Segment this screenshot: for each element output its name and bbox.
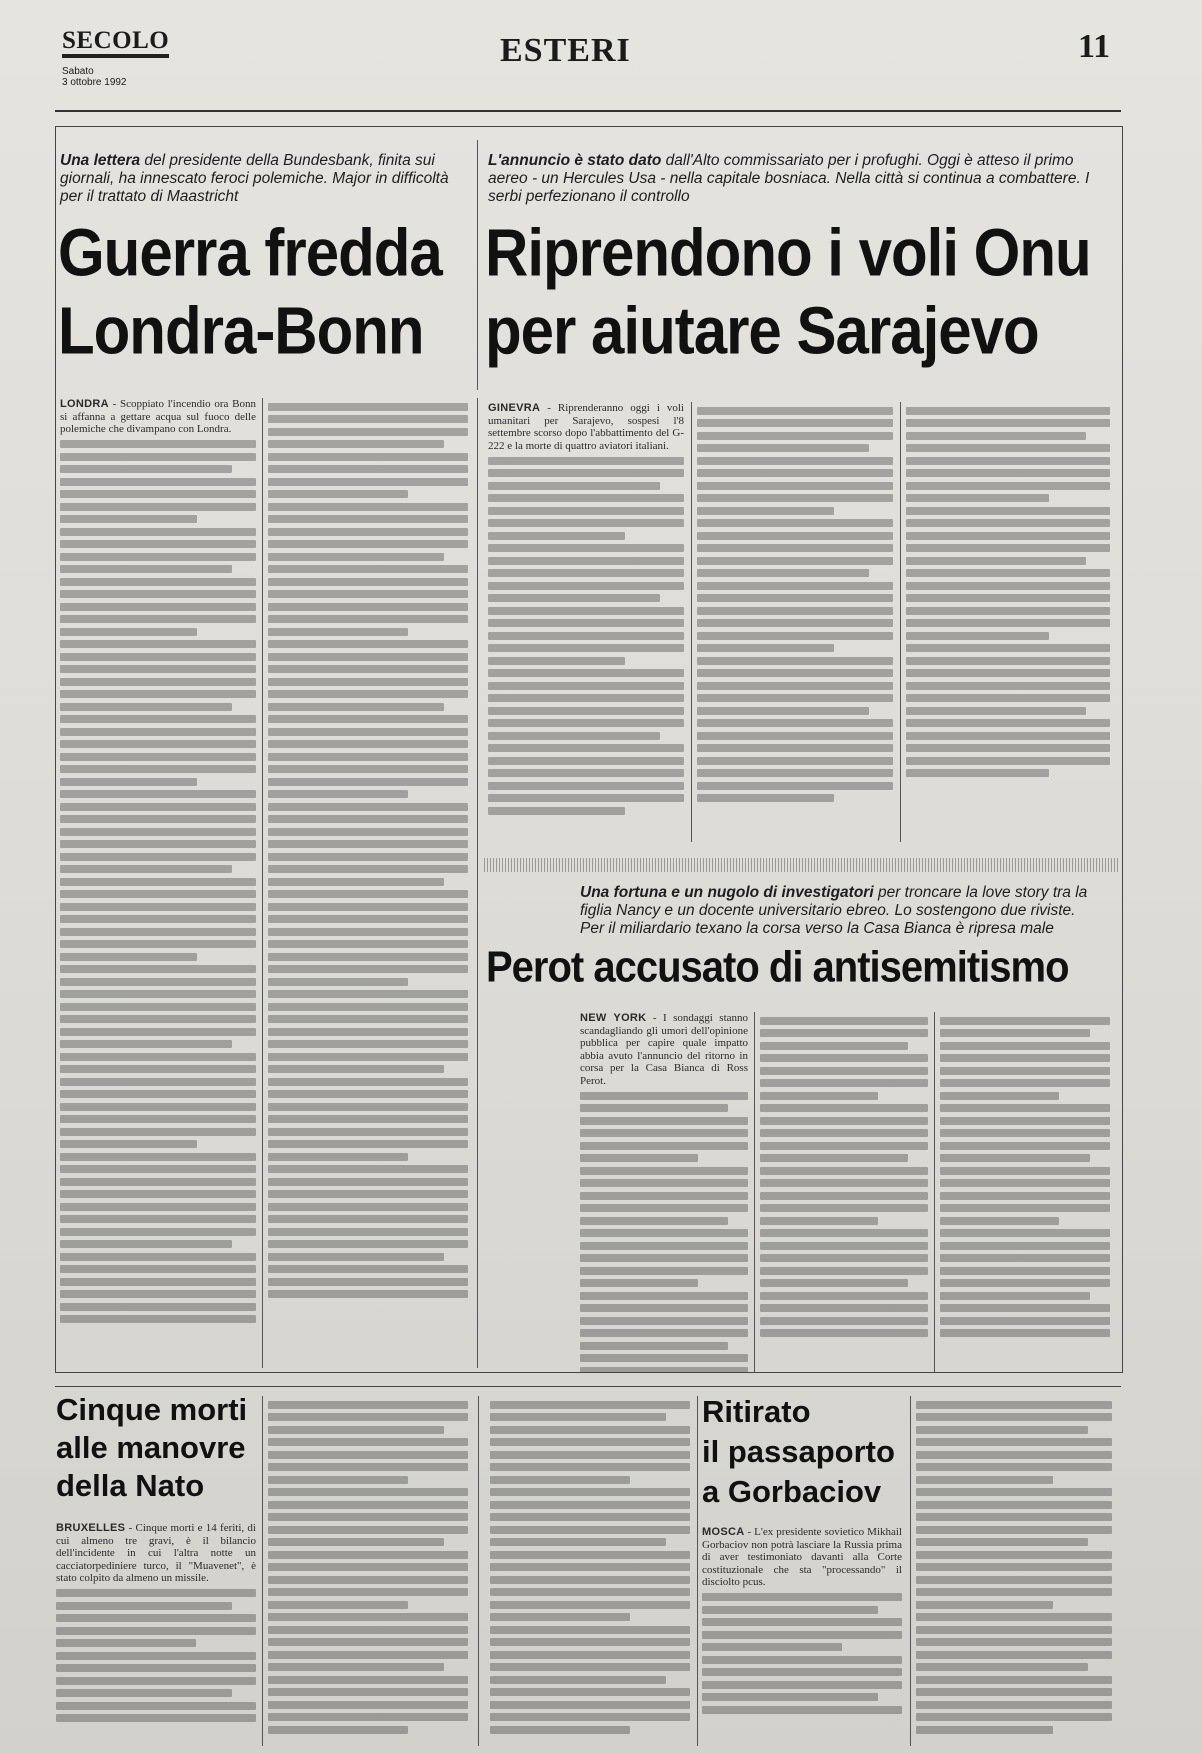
nato-headline-line2: alle manovre [56, 1430, 246, 1465]
london-bonn-kicker-lead: Una lettera [60, 152, 141, 169]
gorbaciov-col-rule [910, 1396, 911, 1746]
masthead-rule [55, 110, 1121, 112]
london-bonn-kicker [60, 152, 470, 206]
perot-opening: - I sondaggi stanno scandagliando gli umori dell'opinione pubblica per capire quale impatto abbia avuto l'annuncio del ritorno in corsa per la Casa Bianca di Ross Perot. [580, 1012, 748, 1087]
london-bonn-dateline: LONDRA [60, 398, 109, 410]
sarajevo-body-col-3 [906, 402, 1110, 842]
issue-day: Sabato [62, 66, 94, 77]
nato-col-rule-1 [262, 1396, 263, 1746]
bottom-section-rule [55, 1386, 1121, 1387]
london-bonn-body-col-2 [268, 398, 468, 1368]
newspaper-logo: SECOLO [62, 28, 169, 58]
gorbaciov-body-col-2 [916, 1396, 1112, 1746]
section-title: ESTERI [500, 32, 631, 69]
nato-col-rule-2 [478, 1396, 479, 1746]
nato-body-col-3 [490, 1396, 690, 1746]
london-bonn-opening: - Scoppiato l'incendio ora Bonn si affanna a gettare acqua sul fuoco delle polemiche che divampano con Londra. [60, 398, 256, 436]
sarajevo-col-rule-1 [691, 402, 692, 842]
london-bonn-col-rule [262, 398, 263, 1368]
nato-gorbaciov-divider [697, 1396, 698, 1746]
nato-body-col-2 [268, 1396, 468, 1746]
perot-body-col-1 [580, 1012, 748, 1372]
london-bonn-kicker-rest: del presidente della Bundesbank, finita sui giornali, ha innescato feroci polemiche. Major in difficoltà per il trattato di Maastricht [60, 152, 449, 205]
sarajevo-kicker-rest: dall'Alto commissariato per i profughi. Oggi è atteso il primo aereo - un Hercules Usa - nella capitale bosniaca. Nella città si continua a combattere. I serbi perfezionano il controllo [488, 152, 1090, 205]
perot-dateline: NEW YORK [580, 1012, 647, 1024]
sarajevo-col-rule-2 [900, 402, 901, 842]
perot-kicker [580, 884, 1100, 938]
london-bonn-headline-line1: Guerra fredda [58, 215, 442, 291]
gorbaciov-headline-line2: il passaporto [702, 1434, 895, 1469]
perot-kicker-rest: per troncare la love story tra la figlia Nancy e un docente universitario ebreo. Lo sostengono due riviste. Per il miliardario texano la corsa verso la Casa Bianca è ripresa male [580, 884, 1088, 937]
page-number: 11 [1078, 28, 1111, 65]
sarajevo-headline-line2: per aiutare Sarajevo [485, 293, 1039, 369]
perot-col-rule-1 [754, 1012, 755, 1372]
issue-date-text: 3 ottobre 1992 [62, 77, 127, 88]
gorbaciov-opening: - L'ex presidente sovietico Mikhail Gorbaciov non potrà lasciare la Russia prima di aver testimoniato davanti alla Corte costituzionale che sta "processando" il disciolto pcus. [702, 1526, 902, 1589]
nato-headline-line1: Cinque morti [56, 1392, 248, 1427]
perot-headline: Perot accusato di antisemitismo [486, 943, 1069, 992]
perot-col-rule-2 [934, 1012, 935, 1372]
sarajevo-body-col-2 [697, 402, 893, 842]
london-bonn-headline-line2: Londra-Bonn [58, 293, 424, 369]
sarajevo-opening: - Riprenderanno oggi i voli umanitari per Sarajevo, sospesi l'8 settembre scorso dopo l'abbattimento del G-222 e la morte di quattro aviatori italiani. [488, 402, 684, 452]
gorbaciov-headline-line1: Ritirato [702, 1394, 811, 1429]
perot-body-col-3 [940, 1012, 1110, 1372]
perot-kicker-lead: Una fortuna e un nugolo di investigatori [580, 884, 874, 901]
sarajevo-headline-line1: Riprendono i voli Onu [485, 215, 1091, 291]
nato-body-col-1 [56, 1522, 256, 1744]
gorbaciov-headline-line3: a Gorbaciov [702, 1474, 882, 1509]
nato-headline-line3: della Nato [56, 1468, 205, 1503]
sarajevo-kicker-lead: L'annuncio è stato dato [488, 152, 662, 169]
article-separator-band [484, 858, 1120, 872]
perot-body-col-2 [760, 1012, 928, 1372]
london-bonn-body-col-1 [60, 398, 256, 1368]
sarajevo-kicker [488, 152, 1108, 206]
sarajevo-dateline: GINEVRA [488, 402, 541, 414]
issue-date [62, 66, 127, 88]
london-sarajevo-divider [477, 398, 478, 1368]
gorbaciov-dateline: MOSCA [702, 1526, 745, 1538]
top-divider [477, 140, 478, 390]
nato-opening: - Cinque morti e 14 feriti, di cui almeno tre gravi, è il bilancio dell'incidente in cui l'altra notte un cacciatorpediniere turco, il "Muavenet", è stato colpito da almeno un missile. [56, 1522, 256, 1585]
nato-dateline: BRUXELLES [56, 1522, 126, 1534]
sarajevo-body-col-1 [488, 402, 684, 842]
gorbaciov-body-col-1 [702, 1526, 902, 1746]
